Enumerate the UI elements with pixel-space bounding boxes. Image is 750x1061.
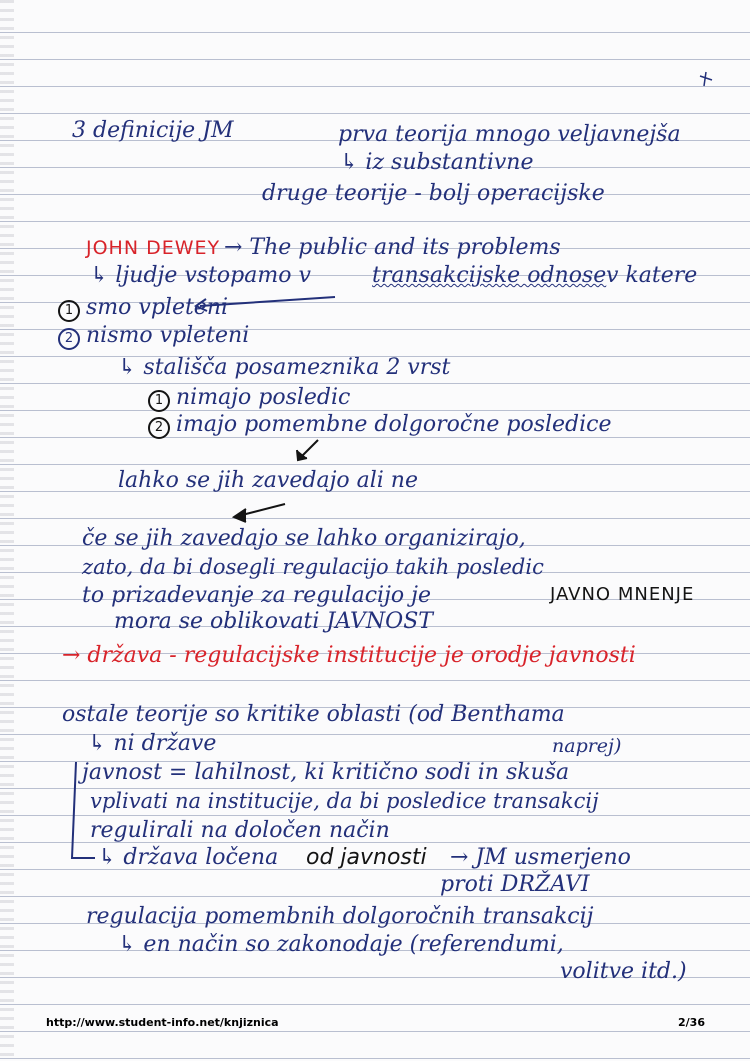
footer-url: http://www.student-info.net/knjiznica <box>46 1016 279 1029</box>
note-line-22b: od javnosti <box>306 845 427 870</box>
note-line-18b: naprej) <box>552 735 622 757</box>
note-line-8: ↳ stališča posameznika 2 vrst <box>118 355 451 380</box>
note-line-4b: → The public and its problems <box>224 235 561 260</box>
note-line-4a: JOHN DEWEY <box>86 237 221 259</box>
note-line-23: proti DRŽAVI <box>440 872 590 897</box>
note-line-7-text: nismo vpleteni <box>86 323 250 348</box>
note-line-26: volitve itd.) <box>560 959 687 984</box>
note-line-3: druge teorije - bolj operacijske <box>262 181 605 206</box>
note-line-2: ↳ iz substantivne <box>340 150 534 175</box>
circled-number-2: 2 <box>58 328 80 350</box>
note-line-12: če se jih zavedajo se lahko organizirajo, <box>82 526 526 551</box>
note-line-24: regulacija pomembnih dolgoročnih transakcij <box>86 904 594 929</box>
note-line-17: ostale teorije so kritike oblasti (od Benthama <box>62 702 565 727</box>
note-line-11: lahko se jih zavedajo ali ne <box>118 468 418 493</box>
note-line-21: regulirali na določen način <box>90 818 390 843</box>
note-line-10 <box>148 414 612 439</box>
note-line-9-text: nimajo posledic <box>176 385 351 410</box>
note-line-5c: v katere <box>606 263 698 288</box>
note-line-6 <box>58 297 228 322</box>
note-line-18a: ↳ ni države <box>88 731 217 756</box>
circled-number-1b: 1 <box>148 390 170 412</box>
note-line-15: mora se oblikovati JAVNOST <box>114 609 433 634</box>
note-line-10-text: imajo pomembne dolgoročne posledice <box>176 412 612 437</box>
note-line-6-text: smo vpleteni <box>86 295 229 320</box>
note-line-14a: to prizadevanje za regulacijo je <box>82 583 431 608</box>
footer-page-number: 2/36 <box>678 1016 705 1029</box>
note-line-22a: ↳ država ločena <box>98 845 279 870</box>
note-line-20: vplivati na institucije, da bi posledice transakcij <box>90 789 599 813</box>
arrowhead-3 <box>234 509 246 522</box>
corner-mark <box>700 72 712 86</box>
note-line-1a: 3 definicije JM <box>72 118 234 143</box>
circled-number-1: 1 <box>58 300 80 322</box>
note-line-16: → država - regulacijske institucije je orodje javnosti <box>62 643 636 668</box>
note-line-13: zato, da bi dosegli regulacijo takih posledic <box>82 555 544 579</box>
note-line-5b: transakcijske odnose <box>372 263 607 288</box>
note-line-1b: prva teorija mnogo veljavnejša <box>338 122 681 147</box>
circled-number-2b: 2 <box>148 417 170 439</box>
note-line-7 <box>58 325 249 350</box>
note-line-9 <box>148 387 350 412</box>
note-line-5a: ↳ ljudje vstopamo v <box>90 263 311 288</box>
note-line-25: ↳ en način so zakonodaje (referendumi, <box>118 932 564 957</box>
note-line-14b: JAVNO MNENJE <box>550 584 695 605</box>
note-line-19: javnost = lahilnost, ki kritično sodi in skuša <box>82 760 570 785</box>
note-line-22c: → JM usmerjeno <box>450 845 631 870</box>
